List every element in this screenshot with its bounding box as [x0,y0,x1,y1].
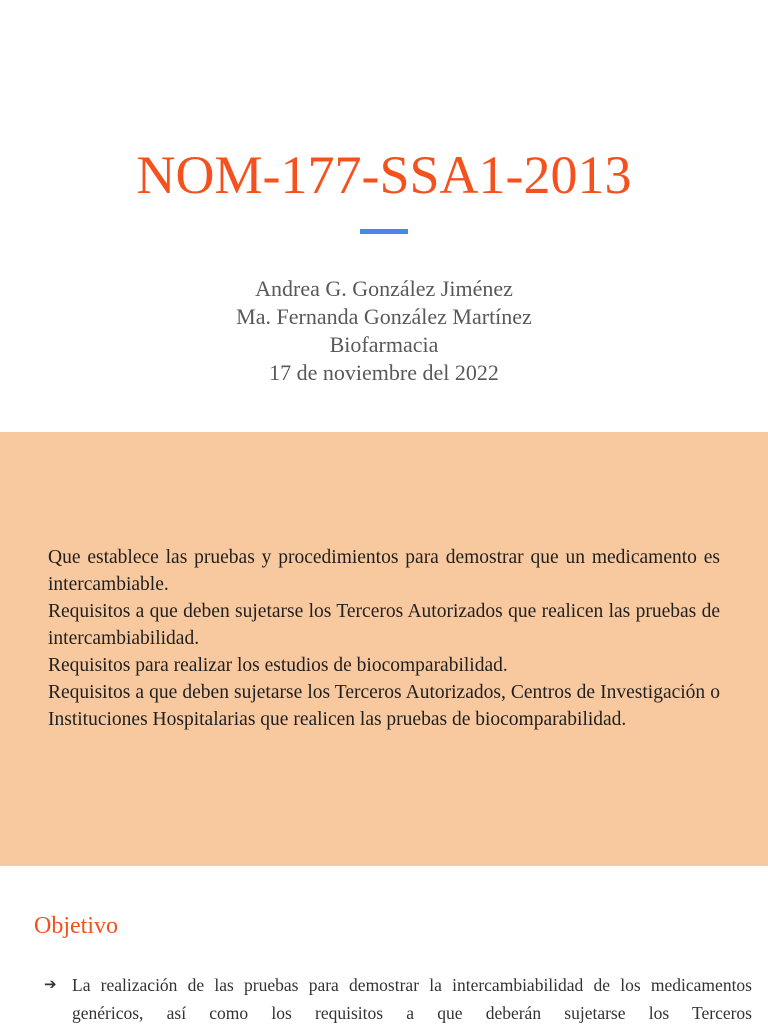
description-paragraph-2: Requisitos a que deben sujetarse los Terceros Autorizados que realicen las pruebas de intercambiabilidad. [48,601,720,649]
title-divider [360,229,408,234]
description-text [48,544,720,733]
presentation-date: 17 de noviembre del 2022 [269,360,499,385]
description-slide [0,432,768,866]
description-paragraph-4: Requisitos a que deben sujetarse los Terceros Autorizados, Centros de Investigación o Instituciones Hospitalarias que realicen las pruebas de biocomparabilidad. [48,682,720,730]
description-paragraph-3: Requisitos para realizar los estudios de biocomparabilidad. [48,655,508,676]
course-name: Biofarmacia [329,332,439,357]
author-2: Ma. Fernanda González Martínez [236,304,532,329]
title-slide [0,0,768,432]
objective-slide [0,866,768,1024]
description-paragraph-1: Que establece las pruebas y procedimientos para demostrar que un medicamento es intercambiable. [48,547,720,595]
subtitle-block [0,275,768,387]
objective-heading: Objetivo [34,913,118,939]
author-1: Andrea G. González Jiménez [255,276,513,301]
arrow-right-icon: ➔ [44,975,57,993]
bullet-text: La realización de las pruebas para demostrar la intercambiabilidad de los medicamentos genéricos, así como los requisitos a que deberán sujetarse los Terceros [72,975,752,1023]
slide-title: NOM-177-SSA1-2013 [136,145,632,205]
